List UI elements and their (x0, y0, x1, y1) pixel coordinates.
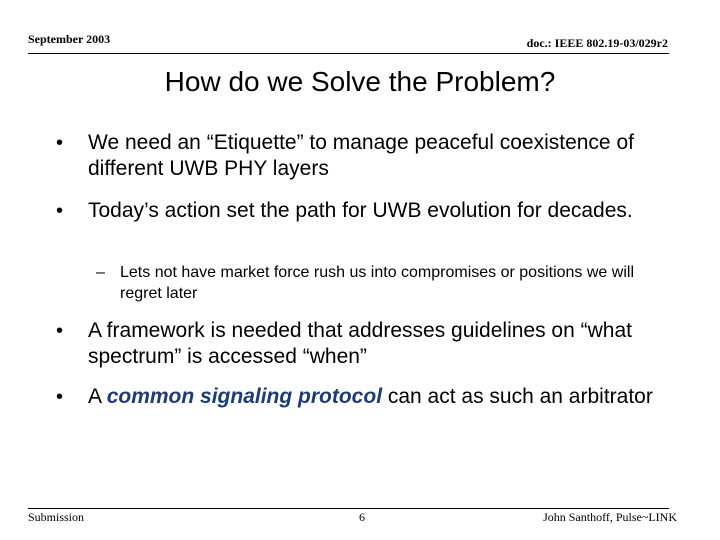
bullet-text-pre: A (88, 385, 107, 408)
bullet-item (56, 384, 676, 410)
bullet-mark: • (56, 200, 64, 222)
bullet-text: We need an “Etiquette” to manage peaceful coexistence of different UWB PHY layers (88, 131, 634, 180)
footer-rule (28, 508, 669, 509)
footer-submission: Submission (28, 510, 85, 524)
bullet-mark: • (56, 386, 64, 408)
bullet-item (56, 198, 676, 224)
emphasized-phrase: common signaling protocol (106, 385, 383, 408)
bullet-mark: • (56, 320, 64, 342)
header-date: September 2003 (28, 32, 111, 46)
bullet-item (56, 318, 676, 370)
footer-author: John Santhoff, Pulse~LINK (543, 510, 677, 524)
bullet-text-post: can act as such an arbitrator (382, 385, 653, 408)
sub-bullet-mark: – (96, 264, 105, 281)
slide-title: How do we Solve the Problem? (164, 66, 556, 97)
page-number: 6 (359, 510, 365, 524)
header-rule (28, 53, 669, 54)
bullet-text: Today’s action set the path for UWB evolution for decades. (88, 199, 633, 222)
sub-bullet-text: Lets not have market force rush us into compromises or positions we will regret later (120, 264, 634, 302)
bullet-text: A framework is needed that addresses guidelines on “what spectrum” is accessed “when” (88, 319, 632, 368)
bullet-mark: • (56, 132, 64, 154)
header-doc-id: doc.: IEEE 802.19-03/029r2 (526, 36, 668, 50)
bullet-text (88, 384, 676, 410)
sub-bullet-item (96, 262, 676, 304)
bullet-item (56, 130, 676, 182)
